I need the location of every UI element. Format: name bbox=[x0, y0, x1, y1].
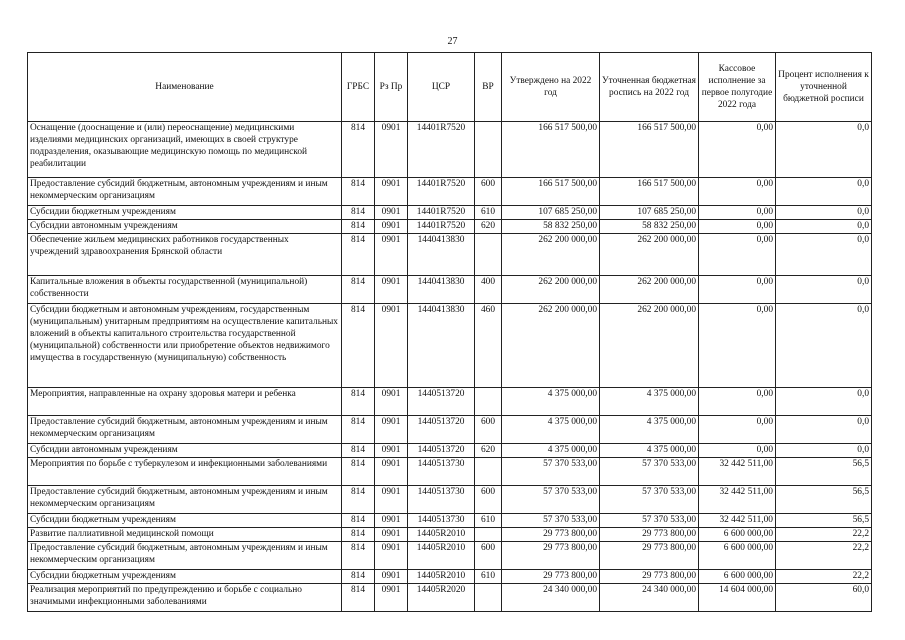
row-cash-cell: 32 442 511,00 bbox=[699, 458, 776, 486]
row-rzpr-cell: 0901 bbox=[375, 444, 408, 458]
row-approved-cell: 107 685 250,00 bbox=[502, 206, 600, 220]
row-approved-cell: 29 773 800,00 bbox=[502, 570, 600, 584]
row-rzpr-cell: 0901 bbox=[375, 276, 408, 304]
row-cash-cell: 0,00 bbox=[699, 178, 776, 206]
table-header-row bbox=[28, 53, 872, 122]
row-name-cell: Субсидии бюджетным и автономным учреждениям, государственным (муниципальным) унитарным предприятиям на осуществление капитальных вложений в объекты капитального строительства государственной (муниципальной) собственности или приобретение объектов недвижимого имущества в государственную (муниципальную) собственность bbox=[28, 304, 342, 388]
row-approved-cell: 166 517 500,00 bbox=[502, 122, 600, 178]
row-grbs-cell: 814 bbox=[342, 570, 375, 584]
row-percent-cell: 0,0 bbox=[776, 220, 872, 234]
row-csr-cell: 14405R2020 bbox=[408, 584, 475, 612]
row-vr-cell bbox=[475, 458, 502, 486]
row-refined-cell: 262 200 000,00 bbox=[600, 234, 699, 276]
row-vr-cell bbox=[475, 528, 502, 542]
row-percent-cell: 0,0 bbox=[776, 416, 872, 444]
row-approved-cell: 262 200 000,00 bbox=[502, 304, 600, 388]
row-grbs-cell: 814 bbox=[342, 514, 375, 528]
row-name-cell: Оснащение (дооснащение и (или) переоснащение) медицинскими изделиями медицинских организаций, имеющих в своей структуре подразделения, оказывающие медицинскую помощь по медицинской реабилитации bbox=[28, 122, 342, 178]
row-approved-cell: 4 375 000,00 bbox=[502, 388, 600, 416]
table-row bbox=[28, 528, 872, 542]
row-refined-cell: 29 773 800,00 bbox=[600, 528, 699, 542]
row-percent-cell: 0,0 bbox=[776, 178, 872, 206]
row-csr-cell: 14405R2010 bbox=[408, 528, 475, 542]
row-approved-cell: 24 340 000,00 bbox=[502, 584, 600, 612]
row-rzpr-cell: 0901 bbox=[375, 416, 408, 444]
row-approved-cell: 58 832 250,00 bbox=[502, 220, 600, 234]
row-vr-cell: 620 bbox=[475, 220, 502, 234]
row-refined-cell: 29 773 800,00 bbox=[600, 542, 699, 570]
row-rzpr-cell: 0901 bbox=[375, 122, 408, 178]
row-vr-cell: 600 bbox=[475, 178, 502, 206]
row-grbs-cell: 814 bbox=[342, 458, 375, 486]
row-rzpr-cell: 0901 bbox=[375, 304, 408, 388]
row-vr-cell: 460 bbox=[475, 304, 502, 388]
row-rzpr-cell: 0901 bbox=[375, 458, 408, 486]
row-percent-cell: 0,0 bbox=[776, 122, 872, 178]
row-approved-cell: 262 200 000,00 bbox=[502, 234, 600, 276]
row-percent-cell: 56,5 bbox=[776, 486, 872, 514]
row-approved-cell: 29 773 800,00 bbox=[502, 528, 600, 542]
table-row bbox=[28, 444, 872, 458]
row-grbs-cell: 814 bbox=[342, 584, 375, 612]
row-name-cell: Субсидии автономным учреждениям bbox=[28, 444, 342, 458]
row-refined-cell: 24 340 000,00 bbox=[600, 584, 699, 612]
row-name-cell: Реализация мероприятий по предупреждению и борьбе с социально значимыми инфекционными заболеваниями bbox=[28, 584, 342, 612]
row-name-cell: Мероприятия, направленные на охрану здоровья матери и ребенка bbox=[28, 388, 342, 416]
row-approved-cell: 262 200 000,00 bbox=[502, 276, 600, 304]
row-rzpr-cell: 0901 bbox=[375, 234, 408, 276]
row-grbs-cell: 814 bbox=[342, 542, 375, 570]
header-rzpr: Рз Пр bbox=[375, 53, 408, 122]
row-cash-cell: 14 604 000,00 bbox=[699, 584, 776, 612]
table-row bbox=[28, 458, 872, 486]
row-rzpr-cell: 0901 bbox=[375, 388, 408, 416]
row-vr-cell: 400 bbox=[475, 276, 502, 304]
row-rzpr-cell: 0901 bbox=[375, 514, 408, 528]
table-row bbox=[28, 178, 872, 206]
row-csr-cell: 1440413830 bbox=[408, 304, 475, 388]
row-grbs-cell: 814 bbox=[342, 178, 375, 206]
row-refined-cell: 262 200 000,00 bbox=[600, 276, 699, 304]
row-grbs-cell: 814 bbox=[342, 276, 375, 304]
row-vr-cell: 600 bbox=[475, 486, 502, 514]
row-percent-cell: 0,0 bbox=[776, 276, 872, 304]
row-csr-cell: 1440413830 bbox=[408, 276, 475, 304]
row-csr-cell: 14405R2010 bbox=[408, 570, 475, 584]
row-name-cell: Развитие паллиативной медицинской помощи bbox=[28, 528, 342, 542]
row-percent-cell: 0,0 bbox=[776, 444, 872, 458]
row-vr-cell: 610 bbox=[475, 206, 502, 220]
row-csr-cell: 1440513720 bbox=[408, 444, 475, 458]
row-approved-cell: 4 375 000,00 bbox=[502, 416, 600, 444]
table-row bbox=[28, 122, 872, 178]
row-refined-cell: 57 370 533,00 bbox=[600, 458, 699, 486]
row-vr-cell bbox=[475, 234, 502, 276]
row-csr-cell: 14401R7520 bbox=[408, 178, 475, 206]
row-approved-cell: 57 370 533,00 bbox=[502, 486, 600, 514]
row-name-cell: Субсидии автономным учреждениям bbox=[28, 220, 342, 234]
row-vr-cell: 610 bbox=[475, 570, 502, 584]
row-rzpr-cell: 0901 bbox=[375, 528, 408, 542]
table-row bbox=[28, 388, 872, 416]
row-csr-cell: 14401R7520 bbox=[408, 206, 475, 220]
row-percent-cell: 22,2 bbox=[776, 542, 872, 570]
row-approved-cell: 29 773 800,00 bbox=[502, 542, 600, 570]
row-grbs-cell: 814 bbox=[342, 220, 375, 234]
row-refined-cell: 166 517 500,00 bbox=[600, 178, 699, 206]
row-cash-cell: 32 442 511,00 bbox=[699, 486, 776, 514]
row-vr-cell bbox=[475, 122, 502, 178]
row-approved-cell: 57 370 533,00 bbox=[502, 514, 600, 528]
row-cash-cell: 0,00 bbox=[699, 276, 776, 304]
row-csr-cell: 1440513720 bbox=[408, 416, 475, 444]
row-csr-cell: 1440513730 bbox=[408, 514, 475, 528]
row-name-cell: Предоставление субсидий бюджетным, автономным учреждениям и иным некоммерческим организациям bbox=[28, 416, 342, 444]
row-approved-cell: 4 375 000,00 bbox=[502, 444, 600, 458]
row-refined-cell: 166 517 500,00 bbox=[600, 122, 699, 178]
row-grbs-cell: 814 bbox=[342, 444, 375, 458]
row-name-cell: Обеспечение жильем медицинских работников государственных учреждений здравоохранения Брянской области bbox=[28, 234, 342, 276]
row-refined-cell: 107 685 250,00 bbox=[600, 206, 699, 220]
row-csr-cell: 1440413830 bbox=[408, 234, 475, 276]
row-grbs-cell: 814 bbox=[342, 486, 375, 514]
header-refined: Уточненная бюджетная роспись на 2022 год bbox=[600, 53, 699, 122]
table-row bbox=[28, 276, 872, 304]
row-percent-cell: 0,0 bbox=[776, 206, 872, 220]
row-name-cell: Субсидии бюджетным учреждениям bbox=[28, 514, 342, 528]
header-vr: ВР bbox=[475, 53, 502, 122]
row-approved-cell: 166 517 500,00 bbox=[502, 178, 600, 206]
row-cash-cell: 0,00 bbox=[699, 388, 776, 416]
table-body bbox=[28, 122, 872, 612]
table-row bbox=[28, 514, 872, 528]
table-row bbox=[28, 304, 872, 388]
table-row bbox=[28, 234, 872, 276]
row-name-cell: Субсидии бюджетным учреждениям bbox=[28, 570, 342, 584]
row-cash-cell: 0,00 bbox=[699, 220, 776, 234]
row-name-cell: Предоставление субсидий бюджетным, автономным учреждениям и иным некоммерческим организациям bbox=[28, 542, 342, 570]
row-percent-cell: 22,2 bbox=[776, 528, 872, 542]
row-cash-cell: 6 600 000,00 bbox=[699, 570, 776, 584]
header-approved: Утверждено на 2022 год bbox=[502, 53, 600, 122]
row-grbs-cell: 814 bbox=[342, 206, 375, 220]
header-cash: Кассовое исполнение за первое полугодие 2022 года bbox=[699, 53, 776, 122]
row-cash-cell: 0,00 bbox=[699, 206, 776, 220]
row-refined-cell: 4 375 000,00 bbox=[600, 388, 699, 416]
row-csr-cell: 1440513720 bbox=[408, 388, 475, 416]
row-vr-cell bbox=[475, 388, 502, 416]
row-cash-cell: 0,00 bbox=[699, 444, 776, 458]
row-percent-cell: 56,5 bbox=[776, 514, 872, 528]
row-percent-cell: 0,0 bbox=[776, 234, 872, 276]
row-refined-cell: 4 375 000,00 bbox=[600, 444, 699, 458]
row-name-cell: Предоставление субсидий бюджетным, автономным учреждениям и иным некоммерческим организациям bbox=[28, 486, 342, 514]
row-rzpr-cell: 0901 bbox=[375, 206, 408, 220]
page-number: 27 bbox=[447, 36, 458, 47]
row-refined-cell: 58 832 250,00 bbox=[600, 220, 699, 234]
row-rzpr-cell: 0901 bbox=[375, 542, 408, 570]
header-csr: ЦСР bbox=[408, 53, 475, 122]
row-rzpr-cell: 0901 bbox=[375, 178, 408, 206]
row-refined-cell: 29 773 800,00 bbox=[600, 570, 699, 584]
row-name-cell: Капитальные вложения в объекты государственной (муниципальной) собственности bbox=[28, 276, 342, 304]
row-cash-cell: 0,00 bbox=[699, 234, 776, 276]
row-rzpr-cell: 0901 bbox=[375, 584, 408, 612]
row-cash-cell: 6 600 000,00 bbox=[699, 528, 776, 542]
row-refined-cell: 57 370 533,00 bbox=[600, 514, 699, 528]
row-cash-cell: 0,00 bbox=[699, 122, 776, 178]
row-grbs-cell: 814 bbox=[342, 388, 375, 416]
header-percent: Процент исполнения к уточненной бюджетной росписи bbox=[776, 53, 872, 122]
budget-execution-table bbox=[27, 52, 872, 612]
row-refined-cell: 4 375 000,00 bbox=[600, 416, 699, 444]
row-cash-cell: 0,00 bbox=[699, 304, 776, 388]
row-percent-cell: 0,0 bbox=[776, 388, 872, 416]
row-percent-cell: 22,2 bbox=[776, 570, 872, 584]
table-row bbox=[28, 486, 872, 514]
row-cash-cell: 6 600 000,00 bbox=[699, 542, 776, 570]
row-approved-cell: 57 370 533,00 bbox=[502, 458, 600, 486]
row-rzpr-cell: 0901 bbox=[375, 220, 408, 234]
row-vr-cell: 600 bbox=[475, 416, 502, 444]
table-row bbox=[28, 416, 872, 444]
row-name-cell: Субсидии бюджетным учреждениям bbox=[28, 206, 342, 220]
table-row bbox=[28, 584, 872, 612]
row-vr-cell bbox=[475, 584, 502, 612]
row-csr-cell: 14401R7520 bbox=[408, 122, 475, 178]
row-refined-cell: 57 370 533,00 bbox=[600, 486, 699, 514]
row-percent-cell: 0,0 bbox=[776, 304, 872, 388]
row-rzpr-cell: 0901 bbox=[375, 486, 408, 514]
row-grbs-cell: 814 bbox=[342, 304, 375, 388]
table-row bbox=[28, 220, 872, 234]
row-grbs-cell: 814 bbox=[342, 416, 375, 444]
table-row bbox=[28, 570, 872, 584]
row-cash-cell: 0,00 bbox=[699, 416, 776, 444]
row-rzpr-cell: 0901 bbox=[375, 570, 408, 584]
row-vr-cell: 610 bbox=[475, 514, 502, 528]
row-grbs-cell: 814 bbox=[342, 234, 375, 276]
row-csr-cell: 1440513730 bbox=[408, 458, 475, 486]
table-row bbox=[28, 206, 872, 220]
row-vr-cell: 600 bbox=[475, 542, 502, 570]
row-vr-cell: 620 bbox=[475, 444, 502, 458]
header-name: Наименование bbox=[28, 53, 342, 122]
row-csr-cell: 1440513730 bbox=[408, 486, 475, 514]
row-percent-cell: 60,0 bbox=[776, 584, 872, 612]
row-grbs-cell: 814 bbox=[342, 528, 375, 542]
row-csr-cell: 14401R7520 bbox=[408, 220, 475, 234]
table-row bbox=[28, 542, 872, 570]
row-grbs-cell: 814 bbox=[342, 122, 375, 178]
row-cash-cell: 32 442 511,00 bbox=[699, 514, 776, 528]
row-refined-cell: 262 200 000,00 bbox=[600, 304, 699, 388]
header-grbs: ГРБС bbox=[342, 53, 375, 122]
row-name-cell: Предоставление субсидий бюджетным, автономным учреждениям и иным некоммерческим организациям bbox=[28, 178, 342, 206]
row-percent-cell: 56,5 bbox=[776, 458, 872, 486]
row-csr-cell: 14405R2010 bbox=[408, 542, 475, 570]
row-name-cell: Мероприятия по борьбе с туберкулезом и инфекционными заболеваниями bbox=[28, 458, 342, 486]
